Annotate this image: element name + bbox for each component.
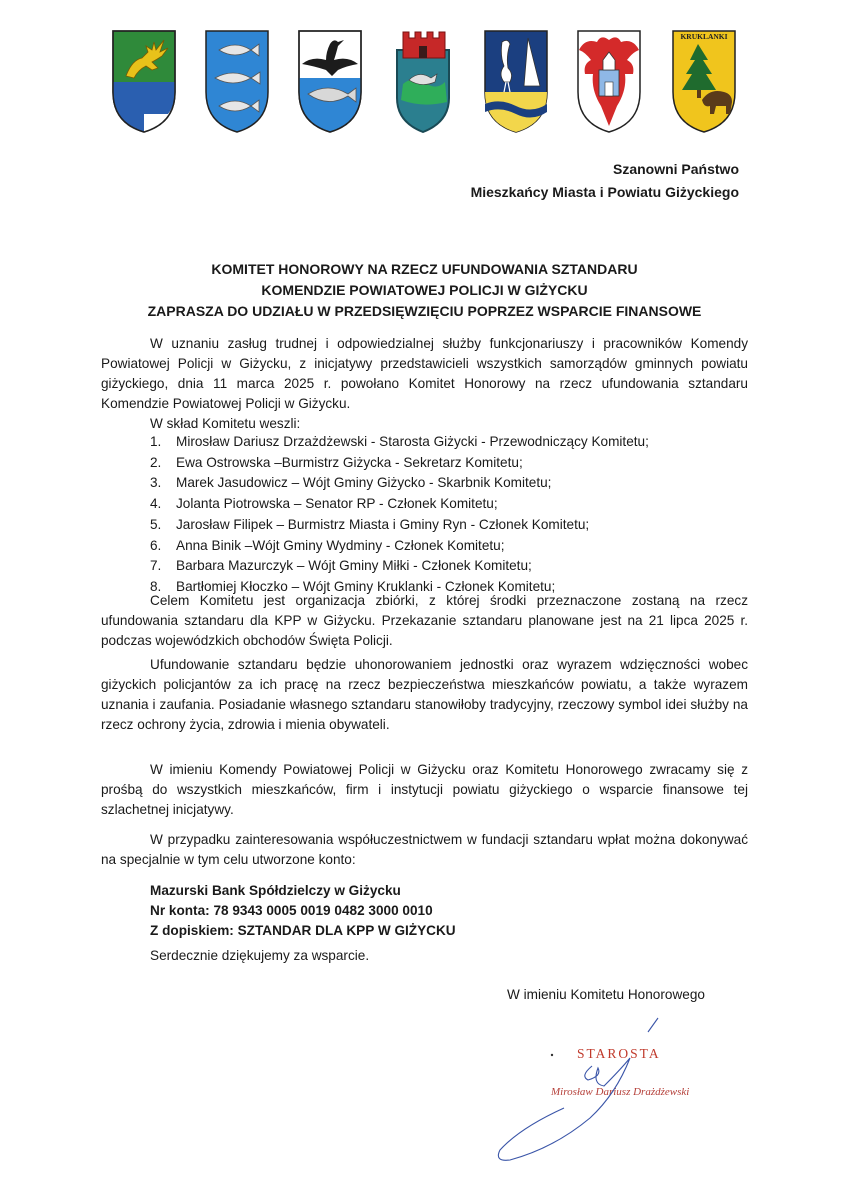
member-text: Bartłomiej Kłoczko – Wójt Gminy Kruklanki - Członek Komitetu; (176, 578, 556, 594)
handwritten-signature (480, 1010, 680, 1170)
list-number: 4. (150, 496, 162, 512)
greeting (471, 158, 739, 204)
heading-line-1: KOMITET HONOROWY NA RZECZ UFUNDOWANIA SZTANDARU (211, 261, 638, 277)
castle-crest-icon (391, 30, 455, 133)
member-text: Barbara Mazurczyk – Wójt Gminy Miłki - Członek Komitetu; (176, 558, 532, 574)
deer-crest-icon (112, 30, 176, 133)
list-item (150, 432, 649, 453)
list-item (150, 453, 649, 474)
bank-name: Mazurski Bank Spółdzielczy w Giżycku (150, 883, 401, 898)
purpose-paragraph: Celem Komitetu jest organizacja zbiórki, z której środki przeznaczone zostaną na rzecz ufundowania sztandaru dla KPP w Giżycku. Przekazanie sztandaru planowane jest na 21 lipca 2025 r. podczas wojewódzkich obchodów Święta Policji. (101, 593, 748, 648)
document-heading (100, 259, 749, 322)
paragraph-3: W imieniu Komendy Powiatowej Policji w Giżycku oraz Komitetu Honorowego zwracamy się z prośbą do wszystkich mieszkańców, firm i instytucji powiatu giżyckiego o wsparcie finansowe tej szlachetnej inicjatywy. (101, 762, 748, 817)
greeting-line-1: Szanowni Państwo (612, 161, 739, 177)
list-number: 1. (150, 434, 162, 449)
eagle-church-crest-icon (577, 30, 641, 133)
list-item (150, 473, 649, 494)
intro-paragraph: W uznaniu zasług trudnej i odpowiedzialnej służby funkcjonariuszy i pracowników Komendy Powiatowej Policji w Giżycku, z inicjatywy przedstawicieli wszystkich samorządów gminnych powiatu giżyckiego, dnia 11 marca 2025 r. powołano Komitet Honorowy na rzecz ufundowania sztandaru Komendzie Powiatowej Policji w Giżycku. (101, 336, 748, 411)
member-text: Jarosław Filipek – Burmistrz Miasta i Gminy Ryn - Członek Komitetu; (176, 516, 590, 532)
spruce-bison-crest-icon (672, 30, 736, 133)
stamp-title: STAROSTA (577, 1046, 661, 1061)
list-item (150, 556, 649, 577)
bank-details (150, 881, 456, 941)
paragraph-2: Ufundowanie sztandaru będzie uhonorowaniem jednostki oraz wyrazem wdzięczności wobec giżyckich policjantów za ich pracę na rzecz bezpieczeństwa mieszkańców powiatu, a także wyrazem uznania i zaufania. Posiadanie własnego sztandaru stanowiłoby tradycyjny, rzeczowy symbol idei służby na rzecz ochrony życia, zdrowia i mienia obywateli. (101, 657, 748, 732)
bank-account-number: Nr konta: 78 9343 0005 0019 0482 3000 0010 (150, 903, 433, 918)
list-item (150, 494, 649, 515)
list-number: 7. (150, 558, 162, 574)
crest-row (112, 30, 740, 135)
member-text: Jolanta Piotrowska – Senator RP - Członek Komitetu; (176, 496, 498, 512)
heron-crest-icon (484, 30, 548, 133)
list-number: 2. (150, 454, 162, 470)
list-number: 5. (150, 516, 162, 532)
cormorant-crest-icon (298, 30, 362, 133)
stamp-name: Mirosław Dariusz Drażdżewski (551, 1086, 690, 1098)
list-number: 8. (150, 578, 162, 594)
committee-members-list (150, 432, 649, 598)
member-text: Mirosław Dariusz Drzażdżewski - Starosta Giżycki - Przewodniczący Komitetu; (176, 434, 649, 449)
list-number: 3. (150, 475, 162, 491)
list-item (150, 515, 649, 536)
thanks-line: Serdecznie dziękujemy za wsparcie. (150, 948, 370, 963)
heading-line-2: KOMENDZIE POWIATOWEJ POLICJI W GIŻYCKU (261, 282, 588, 298)
list-item (150, 536, 649, 557)
greeting-line-2: Mieszkańcy Miasta i Powiatu Giżyckiego (470, 184, 739, 200)
list-number: 6. (150, 537, 162, 553)
member-text: Marek Jasudowicz – Wójt Gminy Giżycko - Skarbnik Komitetu; (176, 475, 552, 491)
members-intro: W skład Komitetu weszli: (150, 416, 301, 431)
paragraph-4: W przypadku zainteresowania współuczestnictwem w fundacji sztandaru wpłat można dokonywać na specjalnie w tym celu utworzone konto: (101, 832, 748, 867)
closing-line: W imieniu Komitetu Honorowego (507, 987, 705, 1002)
heading-line-3: ZAPRASZA DO UDZIAŁU W PRZEDSIĘWZIĘCIU POPRZEZ WSPARCIE FINANSOWE (147, 303, 702, 319)
crest-label: KRUKLANKI (680, 32, 728, 41)
fish-crest-icon (205, 30, 269, 133)
member-text: Anna Binik –Wójt Gminy Wydminy - Członek Komitetu; (176, 537, 505, 553)
transfer-note: Z dopiskiem: SZTANDAR DLA KPP W GIŻYCKU (150, 923, 456, 938)
member-text: Ewa Ostrowska –Burmistrz Giżycka - Sekretarz Komitetu; (176, 454, 523, 470)
